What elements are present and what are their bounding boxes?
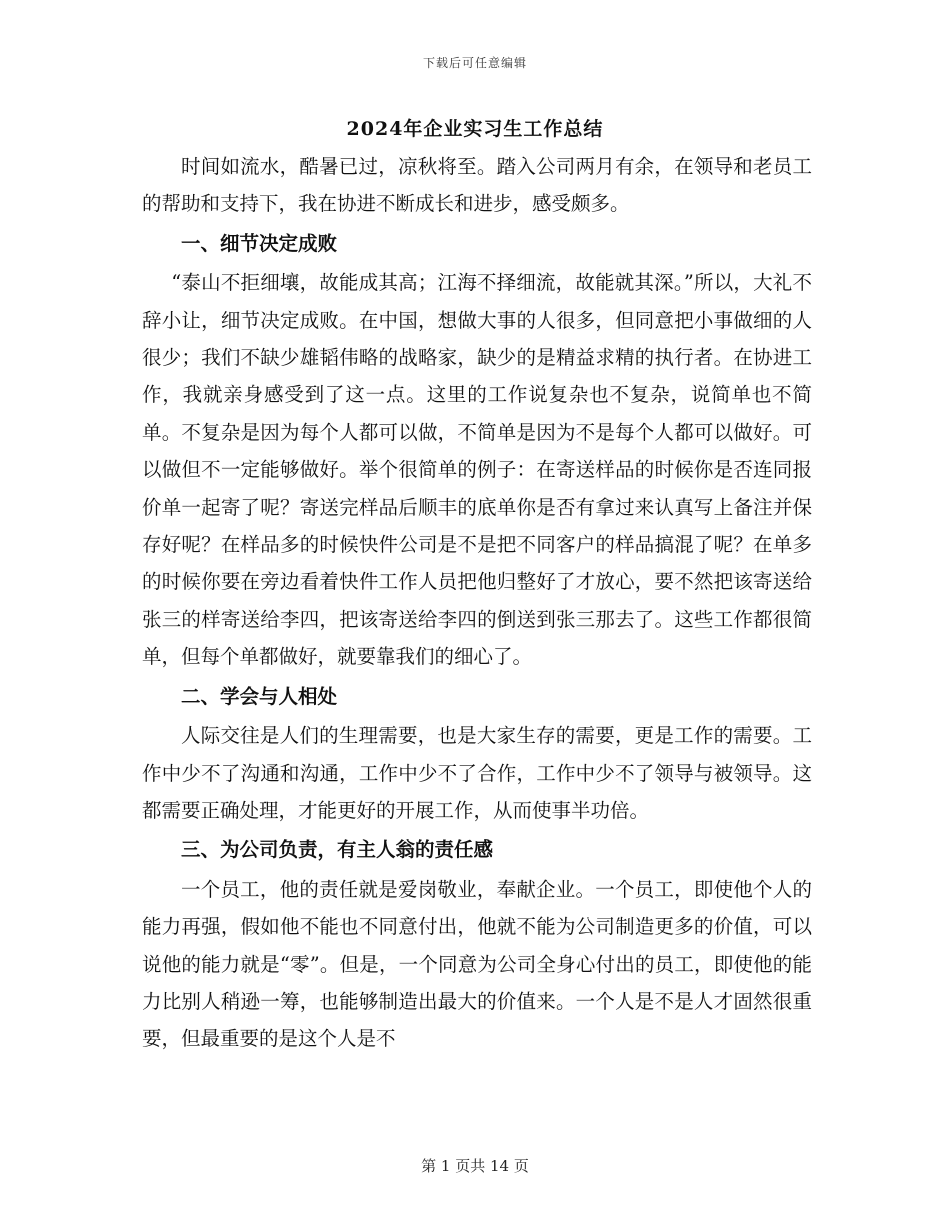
section-paragraph-1: “泰山不拒细壤，故能成其高；江海不择细流，故能就其深。”所以，大礼不辞小让，细节决定成败。在中国，想做大事的人很多，但同意把小事做细的人很少；我们不缺少雄韬伟略的战略家，缺少的是精益求精的执行者。在协进工作，我就亲身感受到了这一点。这里的工作说复杂也不复杂，说简单也不简单。不复杂是因为每个人都可以做，不简单是因为不是每个人都可以做好。可以做但不一定能够做好。举个很简单的例子：在寄送样品的时候你是否连同报价单一起寄了呢？寄送完样品后顺丰的底单你是否有拿过来认真写上备注并保存好呢？在样品多的时候快件公司是不是把不同客户的样品搞混了呢？在单多的时候你要在旁边看着快件工作人员把他归整好了才放心，要不然把该寄送给张三的样寄送给李四，把该寄送给李四的倒送到张三那去了。这些工作都很简单，但每个单都做好，就要靠我们的细心了。 [142,271,812,669]
section-paragraph-2: 人际交往是人们的生理需要，也是大家生存的需要，更是工作的需要。工作中少不了沟通和沟通，工作中少不了合作，工作中少不了领导与被领导。这都需要正确处理，才能更好的开展工作，从而使事半功倍。 [142,724,812,822]
section-heading-2: 二、学会与人相处 [181,684,338,708]
section-heading-3: 三、为公司负责，有主人翁的责任感 [181,838,494,862]
document-title: 2024年企业实习生工作总结 [346,118,604,140]
section-heading-1: 一、细节决定成败 [181,231,338,255]
document-body [142,148,812,1058]
section-paragraph-3: 一个员工，他的责任就是爱岗敬业，奉献企业。一个员工，即使他个人的能力再强，假如他不能也不同意付出，他就不能为公司制造更多的价值，可以说他的能力就是“零”。但是，一个同意为公司全身心付出的员工，即使他的能力比别人稍逊一筹，也能够制造出最大的价值来。一个人是不是人才固然很重要，但最重要的是这个人是不 [142,877,812,1051]
header-note: 下载后可任意编辑 [422,56,527,70]
page-number-footer: 第 1 页共 14 页 [421,1157,529,1175]
intro-paragraph: 时间如流水，酷暑已过，凉秋将至。踏入公司两月有余，在领导和老员工的帮助和支持下，我在协进不断成长和进步，感受颇多。 [142,155,812,216]
